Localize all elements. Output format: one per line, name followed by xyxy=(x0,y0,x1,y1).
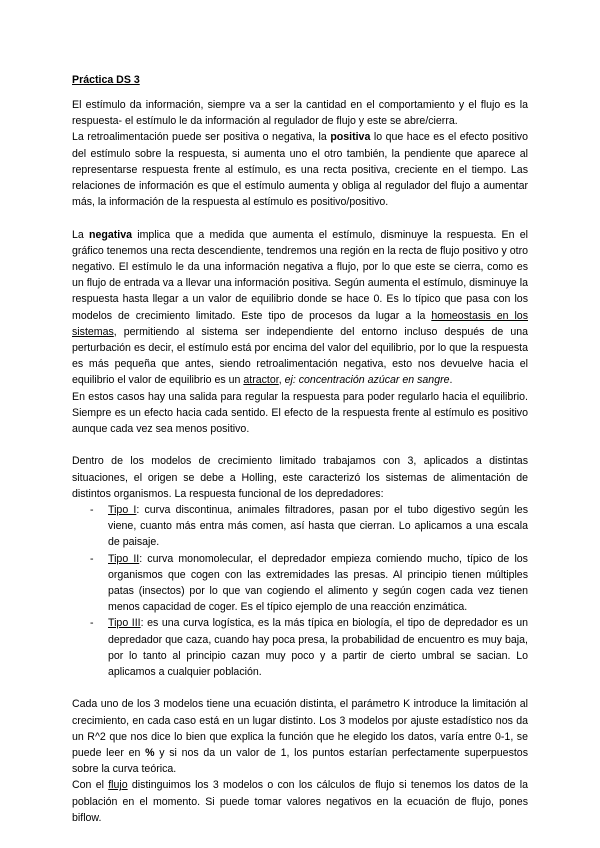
paragraph-estimulo: El estímulo da información, siempre va a ser la cantidad en el comportamiento y el flujo es la respuesta- el estímulo le da información al regulador de flujo y este se abre/cierra. xyxy=(72,99,528,128)
text-run: Con el xyxy=(72,779,109,792)
type-label: Tipo II xyxy=(108,552,140,565)
type-label: Tipo III xyxy=(108,617,141,630)
text-run: implica que a medida que aumenta el estímulo, disminuye la respuesta. En el gráfico tenemos una recta descendiente, tendremos una región en la recta de flujo positivo y otro negativo. El estímulo le da una información negativa a flujo, por lo que este se cierra, como es un flujo de entrada va a llevar una información positiva. Según aumenta el estímulo, disminuye la respuesta hasta llegar a un valor de equilibrio donde se hace 0. Es lo típico que pasa con los modelos de crecimiento limitado. Este tipo de procesos da lugar a la xyxy=(72,228,528,322)
paragraph-flujo xyxy=(72,777,528,826)
paragraph-modelos xyxy=(72,696,528,777)
bold-term-negativa: negativa xyxy=(89,228,132,241)
text-run: lo que hace es el efecto positivo del estímulo sobre la respuesta, si aumenta uno el otro también, la pendiente que aparece al representarse respuesta frente al estímulo, es una recta positiva, creciente en el tiempo. Las relaciones de información es que el estímulo aumenta y obliga al regulador del flujo a aumentar más, la información de la respuesta al estímulo es positivo/positivo. xyxy=(72,131,528,209)
paragraph-gap xyxy=(72,437,528,453)
list-item-tipo-1 xyxy=(72,502,528,551)
text-run: Cada uno de los 3 modelos tiene una ecuación distinta, el parámetro K introduce la limitación al crecimiento, en cada caso está en un lugar distinto. Los 3 modelos por ajuste estadístico nos da un R^2 que nos dice lo bien que explica la función que he elegido los datos, varía entre 0-1, se puede leer en xyxy=(72,698,528,760)
paragraph-gap xyxy=(72,210,528,226)
list-dash: - xyxy=(90,617,94,630)
paragraph-positiva xyxy=(72,129,528,210)
bold-term-positiva: positiva xyxy=(330,131,371,144)
paragraph-negativa xyxy=(72,227,528,389)
text-run: La xyxy=(72,228,90,241)
bold-percent-sign: % xyxy=(145,747,155,760)
paragraph-regulacion: En estos casos hay una salida para regular la respuesta para poder regularlo hacia el equilibrio. Siempre es un efecto hacia cada sentido. El efecto de la respuesta frente al estímulo es positivo aunque cada vez sea menos positivo. xyxy=(72,390,528,436)
type-description: : curva monomolecular, el depredador empieza comiendo mucho, típico de los organismos que cogen con las extremidades las presas. Al principio tienen múltiples patas (insectos) por lo que van cogiendo el alimento y según cogen cada vez tienen menos capacidad de coger. Es el típico ejemplo de una reacción enzimática. xyxy=(108,552,528,614)
underlined-term-flujo: flujo xyxy=(108,779,128,792)
list-dash: - xyxy=(90,552,94,565)
paragraph-gap xyxy=(72,680,528,696)
underlined-term-atractor: atractor xyxy=(243,374,279,387)
text-run: , xyxy=(278,374,285,387)
text-run: y si nos da un valor de 1, los puntos estarían perfectamente superpuestos sobre la curva teórica. xyxy=(72,747,528,776)
list-item-tipo-2 xyxy=(72,551,528,616)
list-item-tipo-3 xyxy=(72,615,528,680)
type-label: Tipo I xyxy=(108,504,137,517)
type-description: : curva discontinua, animales filtradores, pasan por el tubo digestivo según les viene, cuanto más entra más comen, así hasta que cierran. Lo aplicamos a una escala de paisaje. xyxy=(108,504,528,549)
text-run: . xyxy=(449,374,453,387)
list-dash: - xyxy=(90,504,94,517)
text-run: , permitiendo al sistema ser independiente del entorno incluso después de una perturbación es decir, el estímulo está por encima del valor del equilibrio, por lo que la respuesta es más pequeña que antes, siendo retroalimentación negativa, esto nos devuelve hacia el equilibrio el valor de equilibrio es un xyxy=(72,325,528,387)
underlined-term-homeostasis: homeostasis en los sistemas xyxy=(72,309,529,338)
italic-example: ej: concentración azúcar en sangre xyxy=(284,374,450,387)
document-body xyxy=(72,97,528,826)
paragraph-holling: Dentro de los modelos de crecimiento limitado trabajamos con 3, aplicados a distintas situaciones, el origen se debe a Holling, este caracterizó los sistemas de alimentación de distintos organismos. La respuesta funcional de los depredadores: xyxy=(72,455,528,500)
document-title: Práctica DS 3 xyxy=(72,74,140,86)
holling-types-list xyxy=(72,502,528,680)
text-run: La retroalimentación puede ser positiva o negativa, la xyxy=(72,131,331,144)
text-run: distinguimos los 3 modelos o con los cálculos de flujo si tenemos los datos de la población en el momento. Si puede tomar valores negativos en la ecuación de flujo, pones biflow. xyxy=(72,779,528,824)
type-description: : es una curva logística, es la más típica en biología, el tipo de depredador es un depredador que caza, cuando hay poca presa, la probabilidad de encuentro es muy baja, por lo tanto al principio cazan muy poco y a partir de cierto umbral se sacian. Lo aplicamos a cualquier población. xyxy=(108,617,528,679)
